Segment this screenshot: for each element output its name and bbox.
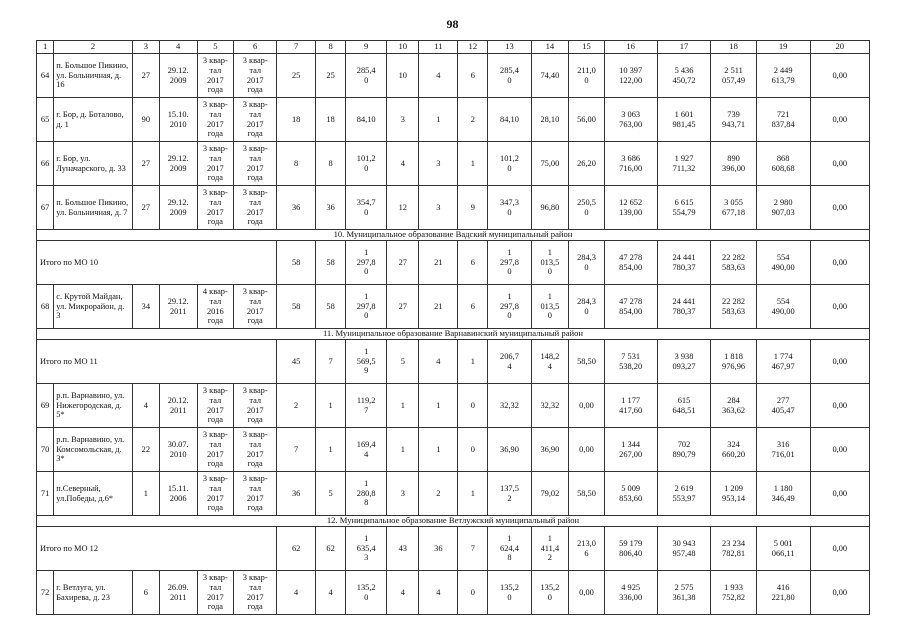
table-cell: 250,5 0 xyxy=(569,186,605,230)
table-row xyxy=(37,384,870,428)
table-cell: 6 xyxy=(458,54,488,98)
address-cell: р.п. Варнавино, ул. Нижегородская, д. 5* xyxy=(54,384,133,428)
table-cell: 0 xyxy=(458,571,488,615)
table-cell: 27 xyxy=(387,241,419,285)
table-cell: 4 xyxy=(277,571,316,615)
table-cell: 2 449 613,79 xyxy=(756,54,810,98)
table-cell: 3 xyxy=(419,186,458,230)
table-cell: 3 квар- тал 2017 года xyxy=(197,571,234,615)
table-cell: 3 938 093,27 xyxy=(657,340,711,384)
table-cell: 22 xyxy=(132,428,159,472)
table-cell: 1 569,5 9 xyxy=(346,340,387,384)
table-cell: 1 774 467,97 xyxy=(756,340,810,384)
table-cell: 2 xyxy=(458,98,488,142)
row-number: 70 xyxy=(37,428,54,472)
table-cell: 6 xyxy=(458,241,488,285)
table-cell: 22 282 583,63 xyxy=(711,241,756,285)
address-cell: с. Крутой Майдан, ул. Микрорайон, д. 3 xyxy=(54,285,133,329)
table-cell: 3 квар- тал 2017 года xyxy=(234,98,277,142)
table-cell: 3 квар- тал 2017 года xyxy=(234,54,277,98)
table-cell: 45 xyxy=(277,340,316,384)
table-cell: 10 xyxy=(387,54,419,98)
table-cell: 23 234 782,81 xyxy=(711,527,756,571)
table-cell: 18 xyxy=(277,98,316,142)
table-cell: 15.10. 2010 xyxy=(159,98,197,142)
table-cell: 739 943,71 xyxy=(711,98,756,142)
table-cell: 5 436 450,72 xyxy=(657,54,711,98)
address-cell: г. Ветлуга, ул. Бахирева, д. 23 xyxy=(54,571,133,615)
housing-program-table xyxy=(36,40,870,615)
table-cell: 4 xyxy=(132,384,159,428)
page-number: 98 xyxy=(446,17,459,31)
table-cell: 0,00 xyxy=(569,571,605,615)
column-header: 7 xyxy=(277,41,316,54)
table-cell: 1 344 267,00 xyxy=(604,428,657,472)
table-row xyxy=(37,472,870,516)
table-cell: 84,10 xyxy=(346,98,387,142)
table-cell: 22 282 583,63 xyxy=(711,285,756,329)
table-cell: 0,00 xyxy=(810,142,869,186)
table-cell: 47 278 854,00 xyxy=(604,285,657,329)
table-cell: 285,4 0 xyxy=(346,54,387,98)
table-cell: 0,00 xyxy=(810,54,869,98)
table-cell: 27 xyxy=(387,285,419,329)
table-cell: 5 001 066,11 xyxy=(756,527,810,571)
table-cell: 3 квар- тал 2017 года xyxy=(234,384,277,428)
table-cell: 3 квар- тал 2017 года xyxy=(234,142,277,186)
table-row xyxy=(37,428,870,472)
table-cell: 36 xyxy=(316,186,346,230)
table-cell: 0,00 xyxy=(810,384,869,428)
address-cell: п. Большое Пикино, ул. Больничная, д. 16 xyxy=(54,54,133,98)
column-header: 12 xyxy=(458,41,488,54)
table-cell: 721 837,84 xyxy=(756,98,810,142)
table-cell: 75,00 xyxy=(531,142,569,186)
total-label: Итого по МО 11 xyxy=(37,340,277,384)
table-cell: 15.11. 2006 xyxy=(159,472,197,516)
table-row xyxy=(37,142,870,186)
table-cell: 0,00 xyxy=(810,527,869,571)
table-cell: 21 xyxy=(419,241,458,285)
column-header: 16 xyxy=(604,41,657,54)
table-cell: 12 xyxy=(387,186,419,230)
table-cell: 6 615 554,79 xyxy=(657,186,711,230)
table-cell: 3 квар- тал 2017 года xyxy=(234,186,277,230)
table-cell: 1 xyxy=(387,428,419,472)
table-cell: 24 441 780,37 xyxy=(657,241,711,285)
table-cell: 213,0 6 xyxy=(569,527,605,571)
table-cell: 3 квар- тал 2017 года xyxy=(234,472,277,516)
table-cell: 1 624,4 8 xyxy=(488,527,531,571)
table-cell: 29.12. 2009 xyxy=(159,142,197,186)
table-cell: 24 441 780,37 xyxy=(657,285,711,329)
table-cell: 2 980 907,03 xyxy=(756,186,810,230)
table-cell: 1 280,8 8 xyxy=(346,472,387,516)
table-cell: 58 xyxy=(277,285,316,329)
table-cell: 1 297,8 0 xyxy=(346,241,387,285)
total-label: Итого по МО 12 xyxy=(37,527,277,571)
row-number: 72 xyxy=(37,571,54,615)
table-cell: 119,2 7 xyxy=(346,384,387,428)
table-cell: 1 xyxy=(419,98,458,142)
table-cell: 0,00 xyxy=(810,241,869,285)
table-cell: 6 xyxy=(132,571,159,615)
table-cell: 324 660,20 xyxy=(711,428,756,472)
table-row xyxy=(37,98,870,142)
column-header: 18 xyxy=(711,41,756,54)
table-cell: 0,00 xyxy=(810,571,869,615)
table-cell: 316 716,01 xyxy=(756,428,810,472)
section-heading-row xyxy=(37,516,870,527)
table-cell: 416 221,80 xyxy=(756,571,810,615)
table-cell: 4 xyxy=(419,571,458,615)
table-cell: 7 xyxy=(458,527,488,571)
table-cell: 3 686 716,00 xyxy=(604,142,657,186)
table-cell: 1 xyxy=(419,384,458,428)
table-cell: 5 xyxy=(387,340,419,384)
table-cell: 29.12. 2011 xyxy=(159,285,197,329)
table-cell: 0,00 xyxy=(810,285,869,329)
row-number: 64 xyxy=(37,54,54,98)
table-cell: 58,50 xyxy=(569,472,605,516)
table-cell: 1 013,5 0 xyxy=(531,285,569,329)
table-cell: 27 xyxy=(132,54,159,98)
table-cell: 74,40 xyxy=(531,54,569,98)
table-cell: 0,00 xyxy=(569,384,605,428)
table-cell: 285,4 0 xyxy=(488,54,531,98)
table-cell: 58 xyxy=(277,241,316,285)
section-heading-row xyxy=(37,329,870,340)
table-cell: 12 652 139,00 xyxy=(604,186,657,230)
table-cell: 59 179 806,40 xyxy=(604,527,657,571)
address-cell: г. Бор, д. Боталово, д. 1 xyxy=(54,98,133,142)
table-cell: 28,10 xyxy=(531,98,569,142)
total-label: Итого по МО 10 xyxy=(37,241,277,285)
table-cell: 2 511 057,49 xyxy=(711,54,756,98)
table-cell: 56,00 xyxy=(569,98,605,142)
table-cell: 3 xyxy=(387,98,419,142)
address-cell: п. Большое Пикино, ул. Больничная, д. 7 xyxy=(54,186,133,230)
table-cell: 169,4 4 xyxy=(346,428,387,472)
table-cell: 36,90 xyxy=(488,428,531,472)
column-header: 1 xyxy=(37,41,54,54)
table-cell: 554 490,00 xyxy=(756,241,810,285)
table-cell: 135,2 0 xyxy=(488,571,531,615)
table-cell: 5 009 853,60 xyxy=(604,472,657,516)
table-cell: 79,02 xyxy=(531,472,569,516)
table-cell: 6 xyxy=(458,285,488,329)
table-cell: 3 xyxy=(387,472,419,516)
column-header: 6 xyxy=(234,41,277,54)
table-cell: 0,00 xyxy=(569,428,605,472)
table-cell: 20.12. 2011 xyxy=(159,384,197,428)
table-cell: 284,3 0 xyxy=(569,241,605,285)
table-cell: 554 490,00 xyxy=(756,285,810,329)
address-cell: п.Северный, ул.Победы, д.6* xyxy=(54,472,133,516)
table-cell: 3 квар- тал 2017 года xyxy=(197,384,234,428)
table-cell: 36,90 xyxy=(531,428,569,472)
table-cell: 0,00 xyxy=(810,428,869,472)
table-cell: 1 xyxy=(419,428,458,472)
table-cell: 1 xyxy=(316,384,346,428)
section-heading-row xyxy=(37,230,870,241)
table-cell: 1 xyxy=(458,472,488,516)
table-cell: 10 397 122,00 xyxy=(604,54,657,98)
row-number: 66 xyxy=(37,142,54,186)
table-cell: 21 xyxy=(419,285,458,329)
table-cell: 8 xyxy=(277,142,316,186)
table-cell: 1 013,5 0 xyxy=(531,241,569,285)
table-cell: 1 297,8 0 xyxy=(488,285,531,329)
table-cell: 30.07. 2010 xyxy=(159,428,197,472)
column-header: 9 xyxy=(346,41,387,54)
table-cell: 1 xyxy=(458,340,488,384)
table-cell: 8 xyxy=(316,142,346,186)
table-cell: 26,20 xyxy=(569,142,605,186)
table-row xyxy=(37,186,870,230)
table-cell: 3 xyxy=(419,142,458,186)
table-cell: 3 квар- тал 2017 года xyxy=(197,472,234,516)
table-cell: 2 575 361,38 xyxy=(657,571,711,615)
table-cell: 96,80 xyxy=(531,186,569,230)
column-header: 11 xyxy=(419,41,458,54)
table-cell: 284 363,62 xyxy=(711,384,756,428)
table-cell: 1 xyxy=(387,384,419,428)
table-cell: 18 xyxy=(316,98,346,142)
section-heading: 12. Муниципальное образование Ветлужский муниципальный район xyxy=(37,516,870,527)
column-number-row xyxy=(37,41,870,54)
table-cell: 2 xyxy=(419,472,458,516)
table-cell: 2 xyxy=(277,384,316,428)
table-cell: 3 квар- тал 2017 года xyxy=(234,285,277,329)
table-cell: 34 xyxy=(132,285,159,329)
column-header: 13 xyxy=(488,41,531,54)
table-cell: 3 квар- тал 2017 года xyxy=(197,54,234,98)
table-cell: 4 xyxy=(419,340,458,384)
row-number: 65 xyxy=(37,98,54,142)
table-cell: 26.09. 2011 xyxy=(159,571,197,615)
table-cell: 148,2 4 xyxy=(531,340,569,384)
table-row xyxy=(37,571,870,615)
table-row xyxy=(37,54,870,98)
table-cell: 7 xyxy=(316,340,346,384)
column-header: 4 xyxy=(159,41,197,54)
table-cell: 1 xyxy=(316,428,346,472)
column-header: 10 xyxy=(387,41,419,54)
total-row xyxy=(37,527,870,571)
column-header: 5 xyxy=(197,41,234,54)
table-cell: 211,0 0 xyxy=(569,54,605,98)
table-cell: 7 531 538,20 xyxy=(604,340,657,384)
table-cell: 29.12. 2009 xyxy=(159,186,197,230)
table-cell: 4 xyxy=(387,571,419,615)
table-cell: 36 xyxy=(419,527,458,571)
table-cell: 702 890,79 xyxy=(657,428,711,472)
column-header: 2 xyxy=(54,41,133,54)
table-cell: 1 297,8 0 xyxy=(346,285,387,329)
table-cell: 1 177 417,60 xyxy=(604,384,657,428)
table-cell: 84,10 xyxy=(488,98,531,142)
table-cell: 1 209 953,14 xyxy=(711,472,756,516)
table-cell: 7 xyxy=(277,428,316,472)
table-cell: 4 квар- тал 2016 года xyxy=(197,285,234,329)
table-cell: 1 927 711,32 xyxy=(657,142,711,186)
table-cell: 58 xyxy=(316,241,346,285)
column-header: 8 xyxy=(316,41,346,54)
table-cell: 284,3 0 xyxy=(569,285,605,329)
total-row xyxy=(37,241,870,285)
table-cell: 9 xyxy=(458,186,488,230)
table-cell: 43 xyxy=(387,527,419,571)
column-header: 14 xyxy=(531,41,569,54)
row-number: 71 xyxy=(37,472,54,516)
table-cell: 137,5 2 xyxy=(488,472,531,516)
column-header: 20 xyxy=(810,41,869,54)
table-cell: 3 квар- тал 2017 года xyxy=(197,98,234,142)
table-cell: 32,32 xyxy=(531,384,569,428)
table-cell: 868 608,68 xyxy=(756,142,810,186)
table-cell: 3 квар- тал 2017 года xyxy=(197,428,234,472)
column-header: 3 xyxy=(132,41,159,54)
table-cell: 890 396,00 xyxy=(711,142,756,186)
table-cell: 62 xyxy=(277,527,316,571)
table-cell: 25 xyxy=(316,54,346,98)
table-cell: 1 818 976,96 xyxy=(711,340,756,384)
table-cell: 354,7 0 xyxy=(346,186,387,230)
section-heading: 11. Муниципальное образование Варнавинский муниципальный район xyxy=(37,329,870,340)
table-cell: 0,00 xyxy=(810,186,869,230)
table-cell: 1 xyxy=(132,472,159,516)
table-cell: 2 619 553,97 xyxy=(657,472,711,516)
table-cell: 1 411,4 2 xyxy=(531,527,569,571)
address-cell: р.п. Варнавино, ул. Комсомольская, д. 3* xyxy=(54,428,133,472)
row-number: 69 xyxy=(37,384,54,428)
table-cell: 62 xyxy=(316,527,346,571)
table-cell: 1 297,8 0 xyxy=(488,241,531,285)
table-cell: 615 648,51 xyxy=(657,384,711,428)
table-cell: 347,3 0 xyxy=(488,186,531,230)
table-cell: 101,2 0 xyxy=(488,142,531,186)
table-cell: 4 xyxy=(387,142,419,186)
table-cell: 1 635,4 3 xyxy=(346,527,387,571)
row-number: 67 xyxy=(37,186,54,230)
table-cell: 4 xyxy=(316,571,346,615)
column-header: 15 xyxy=(569,41,605,54)
table-cell: 206,7 4 xyxy=(488,340,531,384)
table-cell: 32,32 xyxy=(488,384,531,428)
table-cell: 27 xyxy=(132,142,159,186)
table-cell: 3 063 763,00 xyxy=(604,98,657,142)
table-cell: 58 xyxy=(316,285,346,329)
table-cell: 1 180 346,49 xyxy=(756,472,810,516)
table-cell: 3 квар- тал 2017 года xyxy=(234,428,277,472)
table-cell: 5 xyxy=(316,472,346,516)
table-cell: 277 405,47 xyxy=(756,384,810,428)
table-cell: 58,50 xyxy=(569,340,605,384)
column-header: 17 xyxy=(657,41,711,54)
table-cell: 4 925 336,00 xyxy=(604,571,657,615)
table-cell: 3 квар- тал 2017 года xyxy=(197,186,234,230)
table-cell: 3 055 677,18 xyxy=(711,186,756,230)
address-cell: г. Бор, ул. Луначарского, д. 33 xyxy=(54,142,133,186)
section-heading: 10. Муниципальное образование Вадский муниципальный район xyxy=(37,230,870,241)
table-cell: 30 943 957,48 xyxy=(657,527,711,571)
table-row xyxy=(37,285,870,329)
table-cell: 4 xyxy=(419,54,458,98)
table-cell: 101,2 0 xyxy=(346,142,387,186)
table-cell: 1 933 752,82 xyxy=(711,571,756,615)
table-cell: 0 xyxy=(458,384,488,428)
table-cell: 135,2 0 xyxy=(346,571,387,615)
table-cell: 29.12. 2009 xyxy=(159,54,197,98)
table-cell: 90 xyxy=(132,98,159,142)
table-cell: 0,00 xyxy=(810,472,869,516)
table-cell: 0,00 xyxy=(810,340,869,384)
table-cell: 36 xyxy=(277,472,316,516)
table-cell: 47 278 854,00 xyxy=(604,241,657,285)
total-row xyxy=(37,340,870,384)
table-cell: 0,00 xyxy=(810,98,869,142)
table-cell: 27 xyxy=(132,186,159,230)
table-cell: 3 квар- тал 2017 года xyxy=(234,571,277,615)
table-cell: 3 квар- тал 2017 года xyxy=(197,142,234,186)
table-cell: 1 xyxy=(458,142,488,186)
table-cell: 1 601 981,45 xyxy=(657,98,711,142)
row-number: 68 xyxy=(37,285,54,329)
table-cell: 36 xyxy=(277,186,316,230)
table-cell: 25 xyxy=(277,54,316,98)
table-cell: 135,2 0 xyxy=(531,571,569,615)
column-header: 19 xyxy=(756,41,810,54)
table-cell: 0 xyxy=(458,428,488,472)
